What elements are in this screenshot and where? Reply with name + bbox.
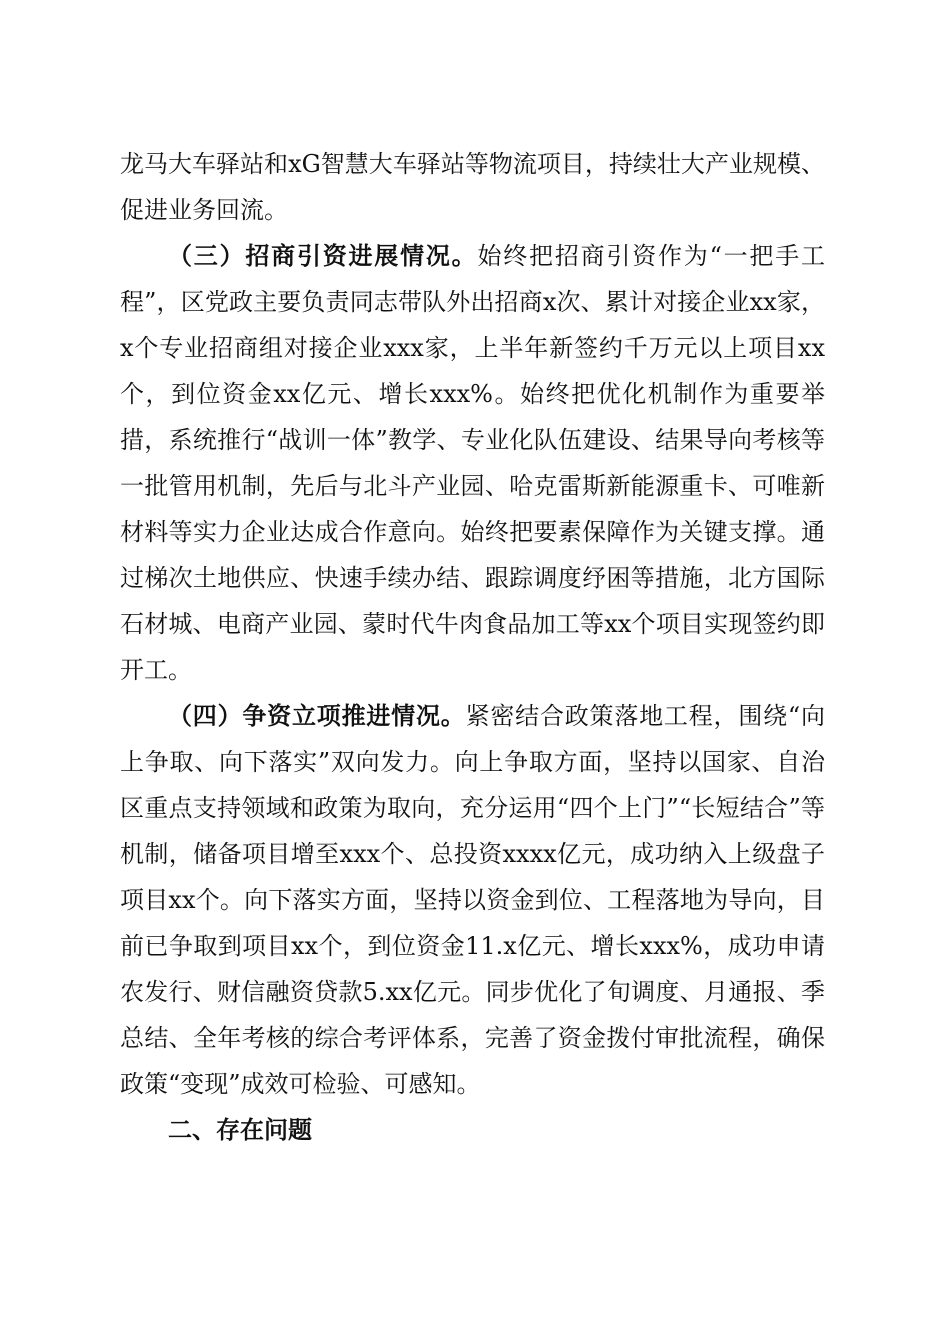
section-4-body: 紧密结合政策落地工程，围绕“向上争取、向下落实”双向发力。向上争取方面，坚持以国家、自治区重点支持领域和政策为取向，充分运用“四个上门”“长短结合”等机制，储备项目增至xxx个、总投资xxxx亿元，成功纳入上级盘子项目xx个。向下落实方面，坚持以资金到位、工程落地为导向，目前已争取到项目xx个，到位资金11.x亿元、增长xxx%，成功申请农发行、财信融资贷款5.xx亿元。同步优化了旬调度、月通报、季总结、全年考核的综合考评体系，完善了资金拨付审批流程，确保政策“变现”成效可检验、可感知。 [120,702,825,1098]
section-3-heading: （三）招商引资进展情况。 [168,241,478,270]
paragraph-section-4 [120,693,825,1107]
paragraph-section-3 [120,233,825,693]
section-3-body: 始终把招商引资作为“一把手工程”，区党政主要负责同志带队外出招商x次、累计对接企业xx家，x个专业招商组对接企业xxx家，上半年新签约千万元以上项目xx个，到位资金xx亿元、增长xxx%。始终把优化机制作为重要举措，系统推行“战训一体”教学、专业化队伍建设、结果导向考核等一批管用机制，先后与北斗产业园、哈克雷斯新能源重卡、可唯新材料等实力企业达成合作意向。始终把要素保障作为关键支撑。通过梯次土地供应、快速手续办结、跟踪调度纾困等措施，北方国际石材城、电商产业园、蒙时代牛肉食品加工等xx个项目实现签约即开工。 [120,242,825,684]
section-heading-problems: 二、存在问题 [168,1116,312,1144]
continued-paragraph: 龙马大车驿站和xG智慧大车驿站等物流项目，持续壮大产业规模、促进业务回流。 [120,150,825,224]
section-4-heading: （四）争资立项推进情况。 [168,701,466,730]
document-body [120,141,825,1153]
